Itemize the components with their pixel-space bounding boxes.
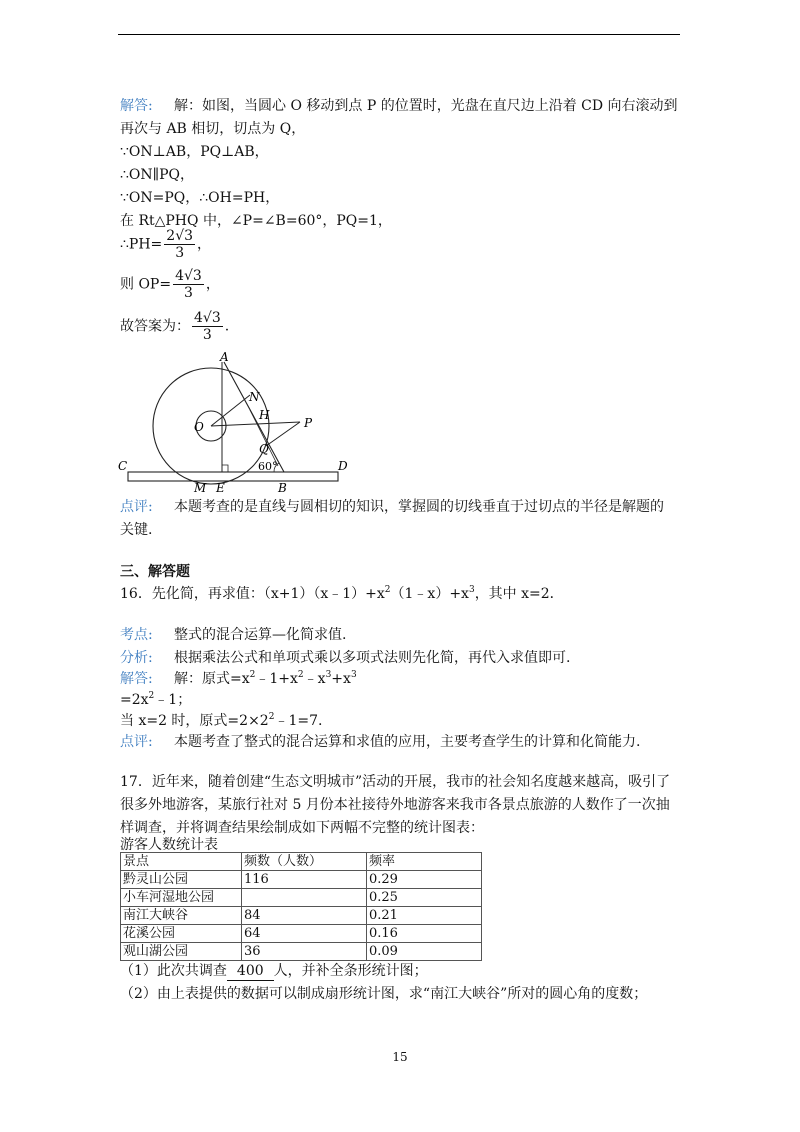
answer-formula: 故答案为： $\frac{4√3}{3}$ .	[120, 310, 230, 343]
line-ab	[224, 362, 284, 472]
solution-line-3: ∵ON⊥AB，PQ⊥AB，	[120, 144, 269, 160]
table-row: 花溪公园 64 0.16	[121, 925, 482, 943]
answer-blank: 400	[227, 962, 274, 981]
q16-dianping: 点评: 本题考查了整式的混合运算和求值的应用，主要考查学生的计算和化简能力.	[120, 734, 641, 750]
table-row: 黔灵山公园 116 0.29	[121, 871, 482, 889]
label-m: M	[194, 481, 207, 494]
op-fraction: $\frac{4√3}{3}$	[175, 268, 202, 301]
label-o: O	[194, 420, 204, 434]
label-a: A	[220, 352, 229, 364]
q17-sub-2: （2）由上表提供的数据可以制成扇形统计图，求“南江大峡谷”所对的圆心角的度数；	[120, 986, 648, 1002]
solution-label: 解答:	[120, 98, 153, 114]
table-title: 游客人数统计表	[120, 837, 218, 853]
q17-sub-1: （1）此次共调查 400 人，并补全条形统计图；	[120, 963, 428, 979]
solution-line-2: 再次与 AB 相切，切点为 Q，	[120, 121, 306, 137]
label-e: E	[216, 481, 225, 494]
label-p: P	[304, 416, 313, 430]
section-title: 三、解答题	[120, 564, 190, 580]
label-angle: 60°	[258, 460, 278, 473]
solution-line-6: 在 Rt△PHQ 中，∠P=∠B=60°，PQ=1，	[120, 213, 392, 229]
label-d: D	[338, 459, 348, 473]
label-c: C	[118, 459, 128, 473]
visitor-stats-table	[120, 852, 482, 961]
label-h: H	[259, 408, 270, 422]
review-line-2: 关键.	[120, 522, 153, 538]
segment-op	[211, 422, 300, 426]
table-row: 小车河湿地公园 0.25	[121, 889, 482, 907]
review-label: 点评:	[120, 499, 153, 515]
review-line-1: 点评: 本题考查的是直线与圆相切的知识，掌握圆的切线垂直于过切点的半径是解题的	[120, 499, 664, 515]
label-q: Q	[259, 442, 269, 456]
q17-line-2: 很多外地游客，某旅行社对 5 月份本社接待外地游客来我市各景点旅游的人数作了一次抽	[120, 797, 670, 813]
solution-line-5: ∵ON=PQ，∴OH=PH，	[120, 190, 280, 206]
q16-step2: $=2x^2﹣1$；	[120, 691, 192, 708]
q16-jieda: 解答: 解：原式$=x^2﹣1+x^2﹣x^3+x^3$	[120, 670, 357, 687]
q16-stem: 16．先化简，再求值：$(x+1)(x﹣1)+x^2(1﹣x)+x^3$，其中 x=2．	[120, 585, 564, 602]
table-row: 观山湖公园 36 0.09	[121, 943, 482, 961]
q16-fenxi: 分析: 根据乘法公式和单项式乘以多项式法则先化简，再代入求值即可.	[120, 650, 571, 666]
page-number: 15	[392, 1050, 408, 1064]
header-rule	[118, 34, 680, 35]
q16-step3: 当 x=2 时，原式$=2\times 2^2﹣1=7$.	[120, 712, 323, 729]
q17-line-1: 17．近年来，随着创建“生态文明城市”活动的开展，我市的社会知名度越来越高，吸引了	[120, 774, 671, 790]
segment-pq	[266, 422, 300, 446]
table-row: 南江大峡谷 84 0.21	[121, 907, 482, 925]
solution-line-4: ∴ON∥PQ，	[120, 167, 194, 183]
geometry-figure	[116, 352, 356, 494]
segment-on	[211, 395, 250, 426]
table-header-row: 景点 频数（人数） 频率	[121, 853, 482, 871]
q17-line-3: 样调查，并将调查结果绘制成如下两幅不完整的统计图表：	[120, 820, 484, 836]
right-angle-mark	[222, 465, 228, 472]
ph-formula: ∴PH= $\frac{2√3}{3}$ ，	[120, 228, 212, 261]
op-formula: 则 OP= $\frac{4√3}{3}$ ，	[120, 268, 220, 301]
answer-fraction: $\frac{4√3}{3}$	[194, 310, 221, 343]
q16-kaodian: 考点: 整式的混合运算—化简求值.	[120, 627, 347, 643]
ph-fraction: $\frac{2√3}{3}$	[166, 228, 194, 261]
label-b: B	[278, 481, 287, 494]
label-n: N	[249, 390, 260, 404]
solution-line-1: 解答: 解：如图，当圆心 O 移动到点 P 的位置时，光盘在直尺边上沿着 CD 向右滚动到	[120, 98, 678, 114]
